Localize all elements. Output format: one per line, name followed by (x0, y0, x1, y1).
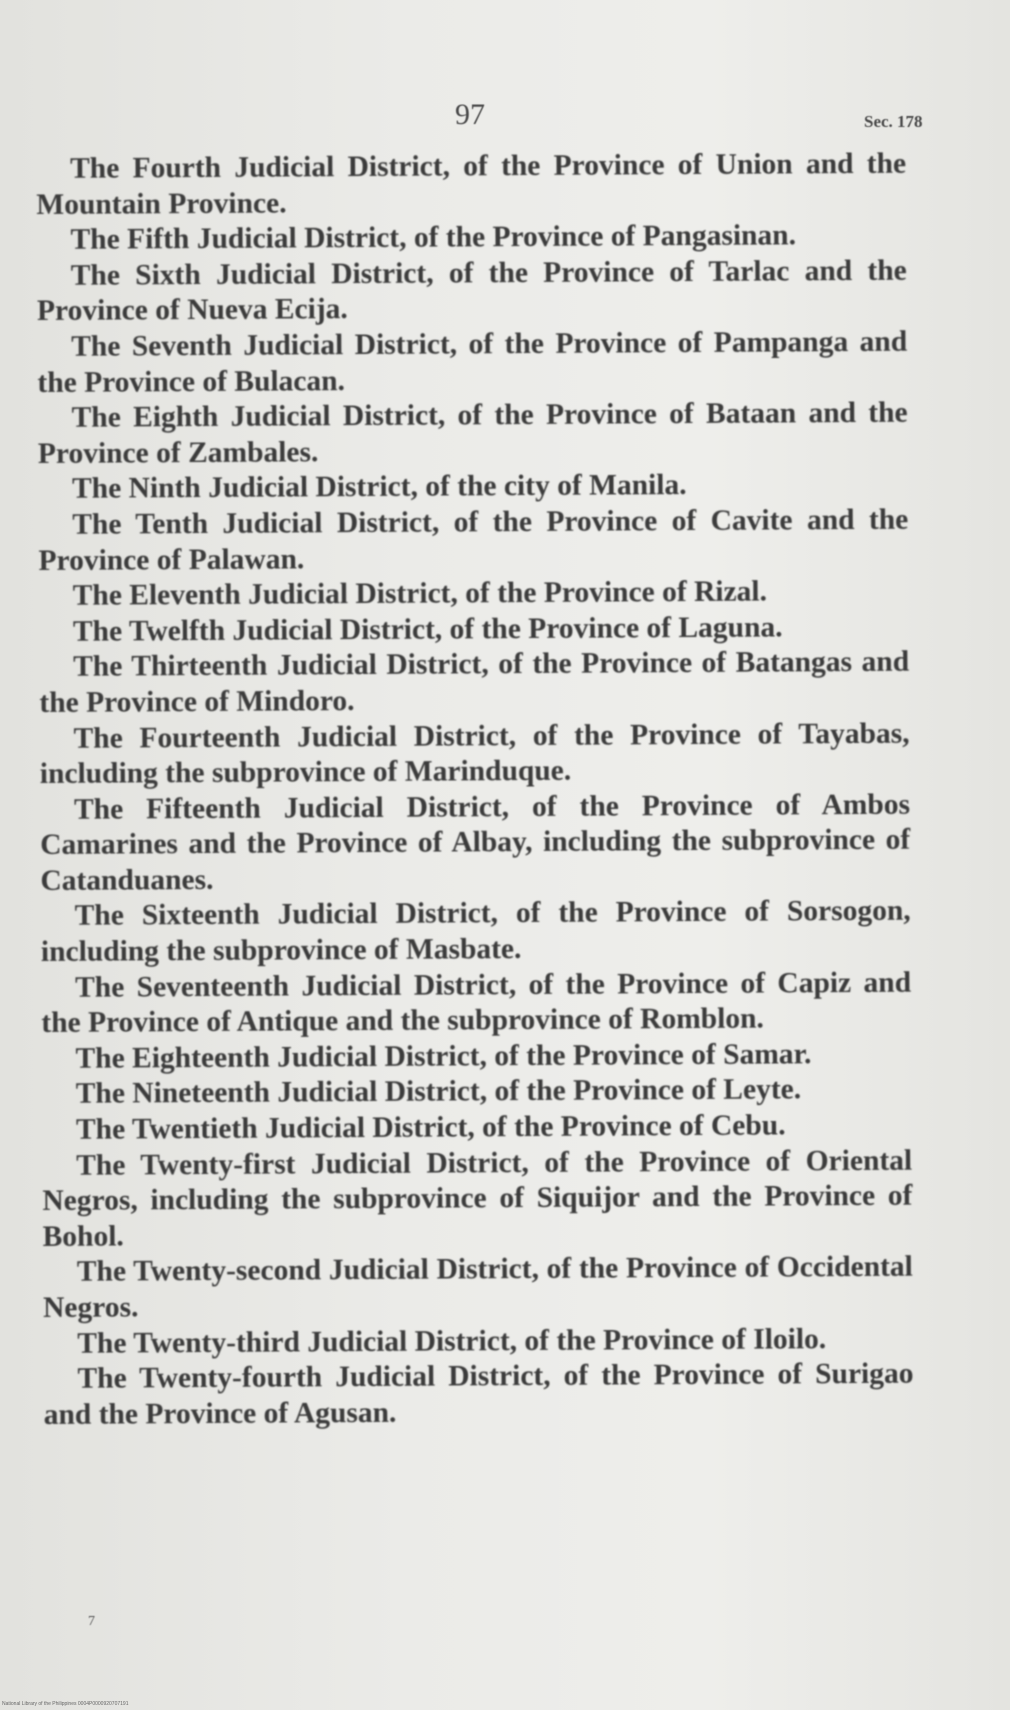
paragraph-thirteenth-district: The Thirteenth Judicial District, of the Province of Batangas and the Province of Mindoro. (39, 645, 910, 719)
paragraph-twelfth-district: The Twelfth Judicial District, of the Province of Laguna. (72, 611, 783, 648)
paragraph-fifteenth-district: The Fifteenth Judicial District, of the Province of Ambos Camarines and the Province of Albay, including the subprovince of Catanduanes. (40, 788, 911, 897)
paragraph-twenty-second-district: The Twenty-second Judicial District, of the Province of Occidental Negros. (42, 1251, 913, 1324)
scan-credit-footer: National Library of the Philippines 0004P0000920707191 (2, 1701, 129, 1707)
printer-signature-mark: 7 (88, 1614, 95, 1629)
paragraph-twenty-fourth-district: The Twenty-fourth Judicial District, of the Province of Surigao and the Province of Agusan. (43, 1357, 914, 1431)
section-reference: Sec. 178 (864, 112, 923, 131)
paragraph-eighteenth-district: The Eighteenth Judicial District, of the Province of Samar. (75, 1038, 812, 1075)
paragraph-eleventh-district: The Eleventh Judicial District, of the Province of Rizal. (72, 575, 768, 612)
paragraph-fourth-district: The Fourth Judicial District, of the Province of Union and the Mountain Province. (36, 147, 907, 221)
paragraph-seventh-district: The Seventh Judicial District, of the Province of Pampanga and the Province of Bulacan. (37, 325, 908, 399)
paragraph-tenth-district: The Tenth Judicial District, of the Province of Cavite and the Province of Palawan. (38, 503, 909, 577)
paragraph-fourteenth-district: The Fourteenth Judicial District, of the Province of Tayabas, including the subprovince of Marinduque. (39, 717, 910, 791)
document-body (36, 147, 914, 1434)
paragraph-twenty-third-district: The Twenty-third Judicial District, of the Province of Iloilo. (77, 1322, 827, 1360)
paragraph-twenty-first-district: The Twenty-first Judicial District, of the Province of Oriental Negros, including the subprovince of Siquijor and the Province of Bohol. (42, 1144, 913, 1253)
paragraph-sixteenth-district: The Sixteenth Judicial District, of the Province of Sorsogon, including the subprovince of Masbate. (40, 895, 911, 969)
paragraph-seventeenth-district: The Seventeenth Judicial District, of the Province of Capiz and the Province of Antique and the subprovince of Romblon. (41, 966, 912, 1040)
paragraph-fifth-district: The Fifth Judicial District, of the Province of Pangasinan. (70, 219, 797, 256)
paragraph-ninth-district: The Ninth Judicial District, of the city of Manila. (71, 469, 687, 506)
paragraph-eighth-district: The Eighth Judicial District, of the Province of Bataan and the Province of Zambales. (37, 396, 908, 470)
paragraph-twentieth-district: The Twentieth Judicial District, of the Province of Cebu. (75, 1109, 786, 1146)
paragraph-nineteenth-district: The Nineteenth Judicial District, of the Province of Leyte. (75, 1073, 802, 1111)
paragraph-sixth-district: The Sixth Judicial District, of the Province of Tarlac and the Province of Nueva Ecija. (36, 254, 907, 328)
page-number: 97 (455, 98, 485, 131)
